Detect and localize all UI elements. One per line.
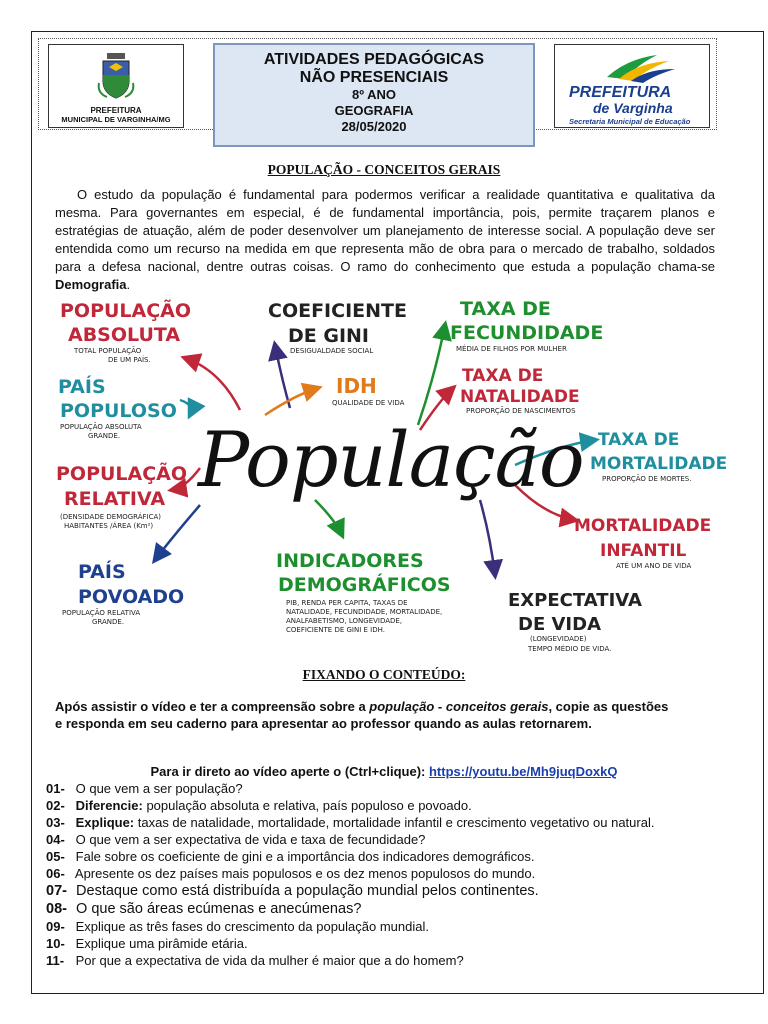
question-number: 07- bbox=[46, 883, 67, 899]
mort-infantil-title1: MORTALIDADE bbox=[574, 516, 712, 536]
question-bold: Diferencie: bbox=[75, 798, 143, 813]
title-box bbox=[213, 43, 535, 147]
indicadores-sub3: ANALFABETISMO, LONGEVIDADE, bbox=[286, 617, 403, 625]
intro-bold-term: Demografia bbox=[55, 277, 127, 292]
pais-populoso-sub2: GRANDE. bbox=[88, 432, 121, 440]
question-item bbox=[46, 900, 726, 918]
question-text: taxas de natalidade, mortalidade, mortalidade infantil e crescimento vegetativo ou natural. bbox=[134, 815, 655, 830]
question-text: Apresente os dez países mais populosos e os dez menos populosos do mundo. bbox=[74, 866, 536, 881]
right-logo-line3: Secretaria Municipal de Educação bbox=[569, 117, 691, 126]
mortalidade-sub: PROPORÇÃO DE MORTES. bbox=[602, 475, 692, 483]
gini-title2: DE GINI bbox=[288, 325, 370, 347]
question-bold: Explique: bbox=[75, 815, 135, 830]
prefeitura-logo bbox=[554, 44, 710, 128]
natalidade-title2: NATALIDADE bbox=[460, 387, 580, 407]
question-text: Explique uma pirâmide etária. bbox=[75, 936, 248, 951]
right-logo-line2: de Varginha bbox=[593, 100, 673, 116]
section-title: POPULAÇÃO - CONCEITOS GERAIS bbox=[267, 162, 501, 177]
question-item bbox=[46, 797, 726, 814]
mind-map-center: População bbox=[198, 415, 584, 504]
grade: 8º ANO bbox=[352, 87, 396, 102]
question-number: 11- bbox=[46, 953, 65, 968]
question-item bbox=[46, 848, 726, 865]
fixando-title: FIXANDO O CONTEÚDO: bbox=[302, 667, 466, 682]
indicadores-sub2: NATALIDADE, FECUNDIDADE, MORTALIDADE, bbox=[286, 608, 443, 616]
question-text: O que são áreas ecúmenas e anecúmenas? bbox=[76, 901, 362, 917]
question-text: Por que a expectativa de vida da mulher é maior que a do homem? bbox=[75, 953, 464, 968]
intro-text: O estudo da população é fundamental para podermos verificar a realidade quantitativa e qualitativa da mesma. Para governantes em especial, é de fundamental importância, pois, permite traçarem planos e estratégias de atuação, além de poder desenvolver um planejamento de interesse social. A população deve ser entendida como um recurso na medida em que representa mão de obra para o mercado de trabalho, soldados para a defesa nacional, dentre outras coisas. O ramo do conhecimento que estuda a população chama-se bbox=[55, 187, 715, 274]
fecundidade-title2: FECUNDIDADE bbox=[450, 322, 604, 344]
date: 28/05/2020 bbox=[341, 119, 407, 134]
subject: GEOGRAFIA bbox=[334, 103, 414, 118]
question-text: O que vem a ser população? bbox=[75, 781, 243, 796]
question-text: população absoluta e relativa, país populoso e povoado. bbox=[142, 798, 472, 813]
expectativa-title2: DE VIDA bbox=[518, 614, 602, 635]
video-link[interactable]: https://youtu.be/Mh9juqDoxkQ bbox=[428, 764, 618, 779]
video-link-line bbox=[0, 764, 768, 779]
mortalidade-title2: MORTALIDADE bbox=[590, 454, 728, 474]
question-text: Fale sobre os coeficiente de gini e a importância dos indicadores demográficos. bbox=[75, 849, 535, 864]
question-number: 02- bbox=[46, 798, 65, 813]
question-number: 10- bbox=[46, 936, 65, 951]
pais-povoado-title1: PAÍS bbox=[78, 561, 126, 583]
question-item bbox=[46, 865, 726, 882]
gini-sub: DESIGUALDADE SOCIAL bbox=[290, 347, 374, 355]
question-number: 03- bbox=[46, 815, 65, 830]
pop-relativa-sub1: (DENSIDADE DEMOGRÁFICA) bbox=[60, 513, 162, 521]
instructions-part1: Após assistir o vídeo e ter a compreensão sobre a bbox=[55, 699, 370, 714]
indicadores-sub1: PIB, RENDA PER CAPITA, TAXAS DE bbox=[286, 599, 408, 607]
instructions bbox=[55, 698, 715, 732]
mort-infantil-title2: INFANTIL bbox=[600, 541, 687, 561]
question-number: 01- bbox=[46, 781, 65, 796]
question-item bbox=[46, 952, 726, 969]
gini-title1: COEFICIENTE bbox=[268, 300, 407, 322]
natalidade-sub: PROPORÇÃO DE NASCIMENTOS bbox=[466, 407, 576, 415]
pais-povoado-title2: POVOADO bbox=[78, 586, 185, 608]
fecundidade-sub: MÉDIA DE FILHOS POR MULHER bbox=[456, 345, 567, 353]
pais-populoso-sub1: POPULAÇÃO ABSOLUTA bbox=[60, 423, 142, 431]
idh-title: IDH bbox=[336, 374, 377, 398]
question-text: O que vem a ser expectativa de vida e taxa de fecundidade? bbox=[75, 832, 426, 847]
pop-relativa-title2: RELATIVA bbox=[64, 488, 166, 510]
question-item bbox=[46, 780, 726, 797]
question-item bbox=[46, 814, 726, 831]
pop-absoluta-sub2: DE UM PAÍS. bbox=[108, 356, 151, 364]
pop-absoluta-title2: ABSOLUTA bbox=[68, 324, 181, 346]
prefeitura-swoosh-icon bbox=[597, 49, 677, 85]
question-text: Explique as três fases do crescimento da população mundial. bbox=[75, 919, 429, 934]
instructions-italic: população - conceitos gerais bbox=[369, 699, 549, 714]
mort-infantil-sub: ATÉ UM ANO DE VIDA bbox=[616, 562, 692, 570]
pais-populoso-title1: PAÍS bbox=[58, 376, 106, 398]
video-link-prefix: Para ir direto ao vídeo aperte o (Ctrl+clique): bbox=[150, 764, 429, 779]
question-text: Destaque como está distribuída a população mundial pelos continentes. bbox=[76, 883, 539, 899]
indicadores-title1: INDICADORES bbox=[276, 550, 424, 572]
pais-populoso-title2: POPULOSO bbox=[60, 400, 177, 422]
indicadores-sub4: COEFICIENTE DE GINI E IDH. bbox=[286, 626, 385, 634]
pais-povoado-sub2: GRANDE. bbox=[92, 618, 125, 626]
title-line1: ATIVIDADES PEDAGÓGICAS bbox=[263, 51, 485, 68]
right-logo-line1: PREFEITURA bbox=[569, 84, 672, 101]
instructions-line2: e responda em seu caderno para apresentar ao professor quando as aulas retornarem. bbox=[55, 716, 592, 731]
question-item bbox=[46, 882, 726, 900]
pop-relativa-sub2: HABITANTES /ÁREA (Km²) bbox=[64, 522, 154, 530]
question-item bbox=[46, 831, 726, 848]
expectativa-title1: EXPECTATIVA bbox=[508, 590, 642, 611]
left-logo-line1: PREFEITURA bbox=[90, 106, 142, 115]
idh-sub: QUALIDADE DE VIDA bbox=[332, 399, 405, 407]
intro-paragraph bbox=[55, 186, 715, 294]
expectativa-sub1: (LONGEVIDADE) bbox=[530, 635, 587, 643]
title-line2: NÃO PRESENCIAIS bbox=[299, 69, 449, 86]
instructions-part2: , copie as questões bbox=[548, 699, 669, 714]
question-item bbox=[46, 935, 726, 952]
natalidade-title1: TAXA DE bbox=[462, 366, 544, 386]
pais-povoado-sub1: POPULAÇÃO RELATIVA bbox=[62, 609, 141, 617]
population-mind-map bbox=[50, 290, 728, 660]
left-logo-line2: MUNICIPAL DE VARGINHA/MG bbox=[61, 115, 171, 124]
pop-relativa-title1: POPULAÇÃO bbox=[56, 463, 188, 485]
pop-absoluta-sub1: TOTAL POPULAÇÃO bbox=[74, 347, 142, 355]
question-number: 04- bbox=[46, 832, 65, 847]
question-number: 05- bbox=[46, 849, 65, 864]
question-number: 09- bbox=[46, 919, 65, 934]
coat-of-arms-icon bbox=[97, 53, 135, 99]
fecundidade-title1: TAXA DE bbox=[460, 298, 551, 320]
mortalidade-title1: TAXA DE bbox=[598, 430, 680, 450]
pop-absoluta-title1: POPULAÇÃO bbox=[60, 300, 192, 322]
indicadores-title2: DEMOGRÁFICOS bbox=[278, 574, 451, 596]
question-list bbox=[46, 780, 726, 969]
question-number: 08- bbox=[46, 901, 67, 917]
question-item bbox=[46, 918, 726, 935]
intro-end: . bbox=[126, 277, 131, 292]
question-number: 06- bbox=[46, 866, 65, 881]
expectativa-sub2: TEMPO MÉDIO DE VIDA. bbox=[528, 645, 612, 653]
city-hall-logo bbox=[48, 44, 184, 128]
